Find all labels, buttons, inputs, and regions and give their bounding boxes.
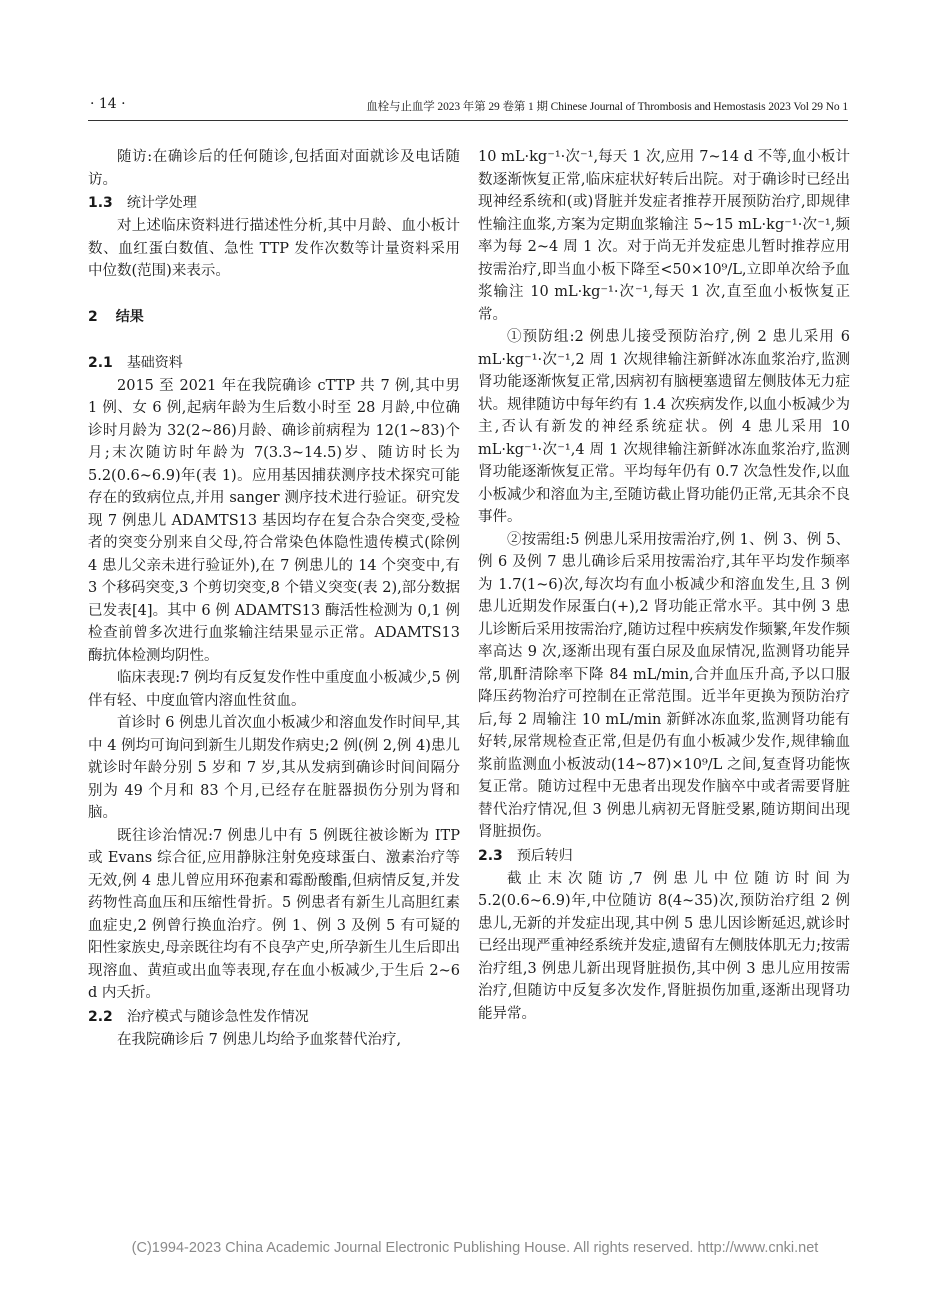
heading-2-1 <box>88 351 460 375</box>
heading-2-3 <box>478 844 850 868</box>
heading-title: 基础资料 <box>126 354 183 371</box>
header-rule <box>88 120 848 121</box>
paragraph-stats: 对上述临床资料进行描述性分析,其中月龄、血小板计数、血红蛋白数值、急性 TTP 发作次数等计量资料采用中位数(范围)来表示。 <box>88 218 460 279</box>
paragraph-prognosis: 截止末次随访,7 例患儿中位随访时间为 5.2(0.6~6.9)年,中位随访 8(4~35)次,预防治疗组 2 例患儿,无新的并发症出现,其中例 5 患儿因诊断延迟,就诊时已经出现严重神经系统并发症,遗留有左侧肢体肌无力;按需治疗组,3 例患儿新出现肾脏损伤,其中例 3 患儿应用按需治疗,但随访中反复多次发作,肾脏损伤加重,逐渐出现肾功能异常。 <box>478 870 850 1022</box>
heading-2 <box>88 305 460 329</box>
copyright-footer: (C)1994-2023 China Academic Journal Electronic Publishing House. All rights reserved. http://www.cnki.net <box>131 1240 819 1256</box>
heading-number: 2.2 <box>88 1008 113 1025</box>
heading-title: 治疗模式与随诊急性发作情况 <box>126 1008 309 1025</box>
paragraph-clinical: 临床表现:7 例均有反复发作性中重度血小板减少,5 例伴有轻、中度血管内溶血性贫血。 <box>88 670 460 709</box>
right-column <box>478 146 850 1025</box>
paragraph-first-visit: 首诊时 6 例患儿首次血小板减少和溶血发作时间早,其中 4 例均可询问到新生儿期发作病史;2 例(例 2,例 4)患儿就诊时年龄分别 5 岁和 7 岁,其从发病到确诊时间间隔分别为 49 个月和 83 个月,已经存在脏器损伤分别为肾和脑。 <box>88 715 460 821</box>
paragraph-basic-data: 2015 至 2021 年在我院确诊 cTTP 共 7 例,其中男 1 例、女 6 例,起病年龄为生后数小时至 28 月龄,中位确诊时月龄为 32(2~86)月龄、确诊前病程为 12(1~83)个月;末次随访时年龄为 7(3.3~14.5)岁、随访时长为 5.2(0.6~6.9)年(表 1)。应用基因捕获测序技术探究可能存在的致病位点,并用 sanger 测序技术进行验证。研究发现 7 例患儿 ADAMTS13 基因均存在复合杂合突变,受检者的突变分别来自父母,符合常染色体隐性遗传模式(除例 4 患儿父亲未进行验证外),在 7 例患儿的 14 个突变中,有 3 个移码突变,3 个剪切突变,8 个错义突变(表 2),部分数据已发表[4]。其中 6 例 ADAMTS13 酶活性检测为 0,1 例检查前曾多次进行血浆输注结果显示正常。ADAMTS13 酶抗体检测均阴性。 <box>88 377 460 664</box>
heading-title: 结果 <box>115 308 144 325</box>
paragraph-prevention-group: ①预防组:2 例患儿接受预防治疗,例 2 患儿采用 6 mL·kg⁻¹·次⁻¹,2 周 1 次规律输注新鲜冰冻血浆治疗,监测肾功能逐渐恢复正常,因病初有脑梗塞遗留左侧肢体无力症状。规律随访中每年约有 1.4 次疾病发作,以血小板减少为主,否认有新发的神经系统症状。例 4 患儿采用 10 mL·kg⁻¹·次⁻¹,4 周 1 次规律输注新鲜冰冻血浆治疗,监测肾功能逐渐恢复正常。平均每年仍有 0.7 次急性发作,以血小板减少和溶血为主,至随访截止肾功能仍正常,无其余不良事件。 <box>478 329 850 525</box>
running-header <box>88 96 848 118</box>
paragraph-followup: 随访:在确诊后的任何随诊,包括面对面就诊及电话随访。 <box>88 149 460 188</box>
heading-number: 2.1 <box>88 354 113 371</box>
paragraph-on-demand-group: ②按需组:5 例患儿采用按需治疗,例 1、例 3、例 5、例 6 及例 7 患儿确诊后采用按需治疗,其年平均发作频率为 1.7(1~6)次,每次均有血小板减少和溶血发生,且 3 例患儿近期发作尿蛋白(+),2 肾功能正常水平。其中例 3 患儿诊断后采用按需治疗,随访过程中疾病发作频繁,年发作频率高达 9 次,逐渐出现有蛋白尿及血尿情况,监测肾功能异常,肌酐清除率下降 84 mL/min,合并血压升高,予以口服降压药物治疗可控制在正常范围。近半年更换为预防治疗后,每 2 周输注 10 mL/min 新鲜冰冻血浆,监测肾功能有好转,尿常规检查正常,但是仍有血小板减少发作,规律输血浆前监测血小板波动(14~87)×10⁹/L 之间,复查肾功能恢复正常。随访过程中无患者出现发作脑卒中或者需要肾脏替代治疗情况,但 3 例患儿病初无肾脏受累,随访期间出现肾脏损伤。 <box>478 531 850 840</box>
heading-number: 2.3 <box>478 847 503 864</box>
heading-1-3 <box>88 191 460 215</box>
page-number: · 14 · <box>90 96 126 112</box>
paragraph-treatment-start: 在我院确诊后 7 例患儿均给予血浆替代治疗, <box>117 1031 402 1048</box>
paragraph-treatment-continued: 10 mL·kg⁻¹·次⁻¹,每天 1 次,应用 7~14 d 不等,血小板计数逐渐恢复正常,临床症状好转后出院。对于确诊时已经出现神经系统和(或)肾脏并发症者推荐开展预防治疗,即规律性输注血浆,方案为定期血浆输注 5~15 mL·kg⁻¹·次⁻¹,频率为每 2~4 周 1 次。对于尚无并发症患儿暂时推荐应用按需治疗,即当血小板下降至<50×10⁹/L,立即单次给予血浆输注 10 mL·kg⁻¹·次⁻¹,每天 1 次,直至血小板恢复正常。 <box>478 149 850 323</box>
heading-2-2 <box>88 1005 460 1029</box>
heading-number: 2 <box>88 308 98 325</box>
paragraph-history: 既往诊治情况:7 例患儿中有 5 例既往被诊断为 ITP 或 Evans 综合征,应用静脉注射免疫球蛋白、激素治疗等无效,例 4 患儿曾应用环孢素和霉酚酸酯,但病情反复,并发药物性高血压和压缩性骨折。5 例患者有新生儿高胆红素血症史,2 例曾行换血治疗。例 1、例 3 及例 5 有可疑的阳性家族史,母亲既往均有不良孕产史,所孕新生儿生后即出现溶血、黄疸或出血等表现,存在血小板减少,于生后 2~6 d 内夭折。 <box>88 827 460 1001</box>
heading-title: 预后转归 <box>516 847 573 864</box>
left-column <box>88 146 460 1051</box>
heading-number: 1.3 <box>88 195 113 211</box>
journal-citation: 血栓与止血学 2023 年第 29 卷第 1 期 Chinese Journal of Thrombosis and Hemostasis 2023 Vol 29 No 1 <box>366 101 848 113</box>
heading-title: 统计学处理 <box>126 195 197 211</box>
